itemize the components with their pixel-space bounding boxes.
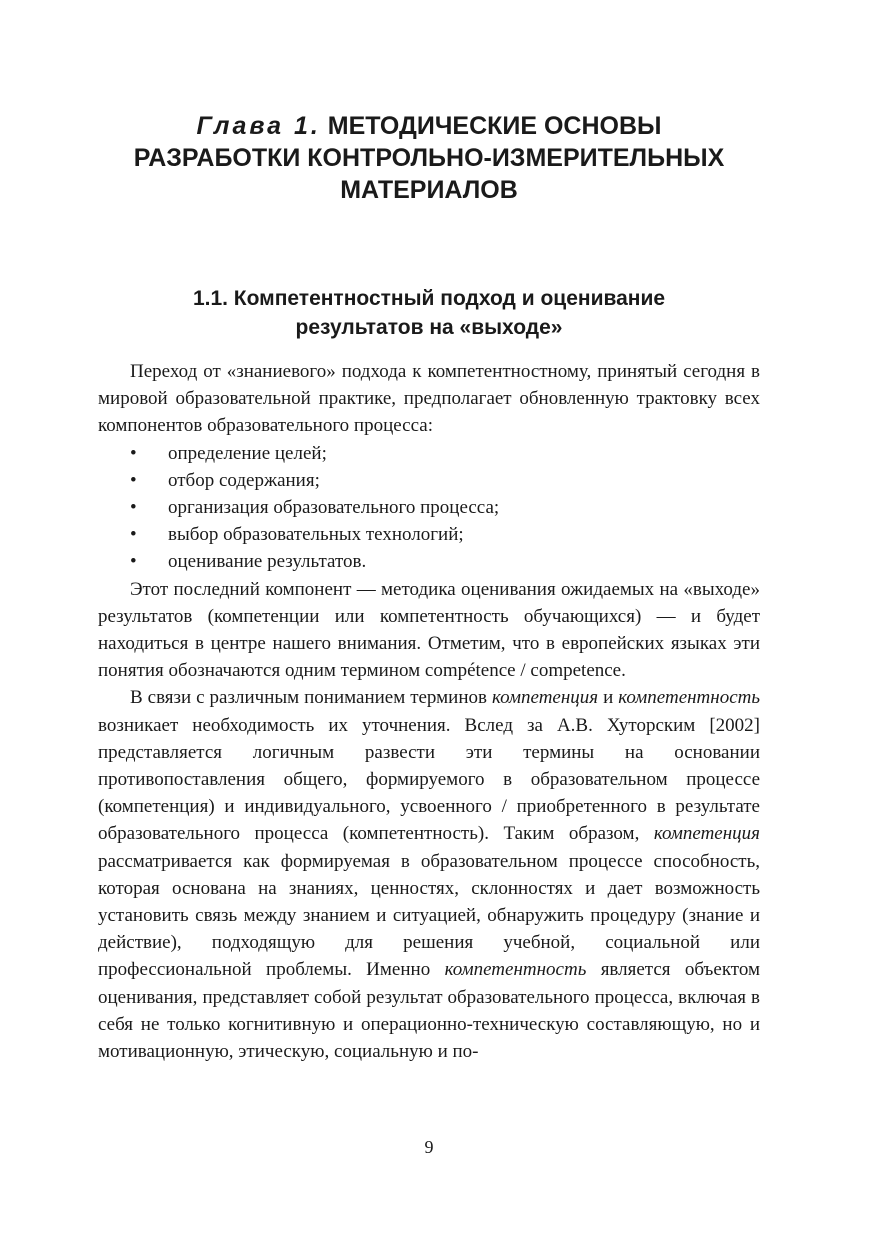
bullet-icon: • — [130, 442, 137, 464]
intro-paragraph: Переход от «знаниевого» подхода к компетентностному, принятый сегодня в мировой образовательной практике, предполагает обновленную трактовку всех компонентов образовательного процесса: — [98, 361, 760, 437]
term-italic: компетентность — [618, 687, 760, 709]
body-text — [98, 358, 760, 1065]
paragraph-3-text: является объектом оценивания, представляет собой результат образовательного процесса, включая в себя не только когнитивную и операционно-техническую составляющую, но и мотивационную, этическую, социальную и по- — [98, 959, 761, 1063]
bullet-icon: • — [130, 551, 137, 573]
paragraph-2: Этот последний компонент — методика оценивания ожидаемых на «выходе» результатов (компетенции или компетентность обучающихся) — и будет находиться в центре нашего внимания. Отметим, что в европейских языках эти понятия обозначаются одним термином compétence / competence. — [98, 578, 760, 682]
list-item — [98, 440, 760, 467]
paragraph-3-text: В связи с различным пониманием терминов — [130, 687, 492, 709]
list-item-text: отбор содержания; — [168, 469, 320, 491]
list-item-text: организация образовательного процесса; — [168, 497, 500, 519]
list-item-text: оценивание результатов. — [168, 551, 367, 573]
list-item-text: выбор образовательных технологий; — [168, 524, 464, 546]
chapter-title-line3: МАТЕРИАЛОВ — [340, 176, 518, 204]
paragraph-3-text: и — [598, 687, 619, 709]
bullet-list — [98, 440, 760, 576]
term-italic: компетенция — [653, 823, 760, 845]
section-title-line2: результатов на «выходе» — [295, 316, 563, 339]
section-title-line1: 1.1. Компетентностный подход и оценивание — [192, 287, 666, 310]
list-item-text: определение целей; — [168, 442, 327, 464]
bullet-icon: • — [130, 524, 137, 546]
section-heading — [98, 284, 760, 342]
paragraph-3-text: рассматривается как формируемая в образовательном процессе способность, которая основана на знаниях, ценностях, склонностях и дает возможность установить связь между знанием и ситуацией, обнаружить процедуру (знание и действие), подходящую для решения учебной, социальной или профессиональной проблемы. Именно — [98, 850, 760, 981]
list-item — [98, 467, 760, 494]
paragraph-3-text: возникает необходимость их уточнения. Вслед за А.В. Хуторским [2002] представляется логичным развести эти термины на основании противопоставления общего, формируемого в образовательном процессе (компетенция) и индивидуального, усвоенного / приобретенного в результате образовательного процесса (компетентность). Таким образом, — [98, 714, 760, 845]
chapter-title-line1: МЕТОДИЧЕСКИЕ ОСНОВЫ — [327, 112, 662, 140]
list-item — [98, 494, 760, 521]
term-italic: компетентность — [444, 959, 587, 981]
term-italic: компетенция — [491, 687, 599, 709]
bullet-icon: • — [130, 497, 137, 519]
page-number: 9 — [424, 1137, 434, 1157]
list-item — [98, 521, 760, 548]
chapter-heading — [98, 110, 760, 206]
list-item — [98, 548, 760, 575]
paragraph-3 — [98, 684, 760, 1065]
chapter-label: Глава 1. — [196, 112, 321, 140]
bullet-icon: • — [130, 469, 137, 491]
book-page — [98, 0, 760, 1241]
chapter-title-line2: РАЗРАБОТКИ КОНТРОЛЬНО-ИЗМЕРИТЕЛЬНЫХ — [133, 144, 725, 172]
